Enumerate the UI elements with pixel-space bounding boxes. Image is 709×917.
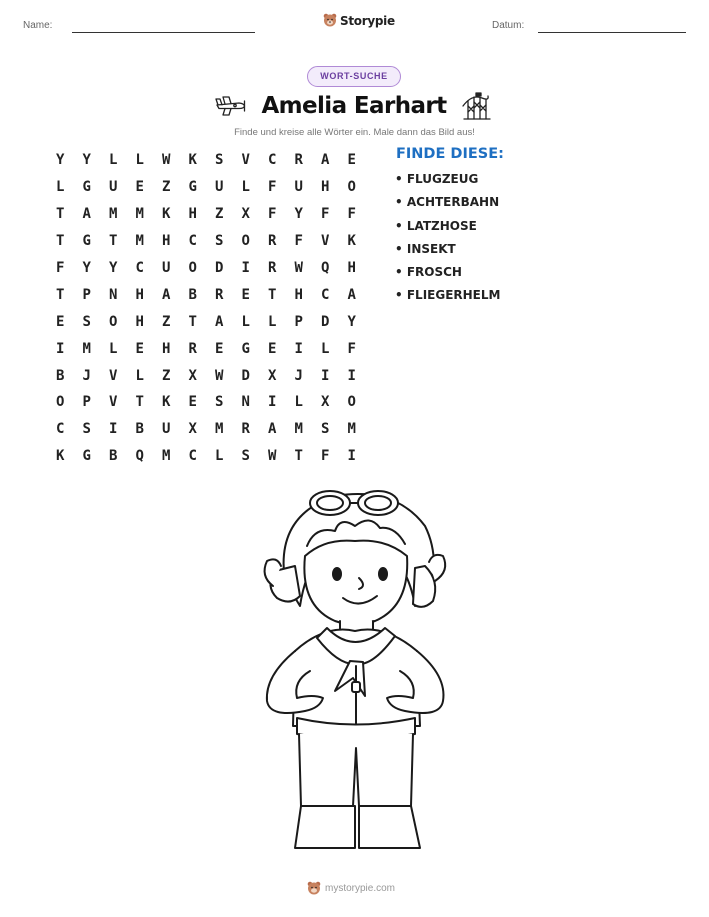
grid-cell: R	[188, 340, 197, 357]
word-search-badge: WORT-SUCHE	[307, 66, 401, 87]
word-item: • FLIEGERHELM	[395, 288, 501, 303]
word-item: • ACHTERBAHN	[395, 195, 500, 210]
grid-cell: R	[268, 260, 277, 276]
grid-cell: W	[215, 367, 224, 384]
grid-cell: E	[135, 340, 144, 357]
grid-cell: O	[56, 394, 65, 411]
grid-cell: C	[268, 152, 277, 169]
grid-cell: S	[215, 233, 224, 250]
grid-cell: L	[215, 448, 224, 465]
grid-cell: O	[347, 394, 356, 411]
grid-cell: E	[268, 340, 277, 357]
grid-cell: K	[56, 448, 65, 465]
grid-cell: H	[188, 206, 197, 223]
grid-cell: I	[241, 260, 250, 276]
grid-cell: M	[109, 206, 118, 223]
grid-cell: E	[56, 313, 65, 330]
brand-logo	[323, 13, 395, 28]
grid-cell: S	[82, 421, 91, 438]
grid-cell: E	[215, 340, 224, 357]
grid-cell: A	[162, 286, 171, 303]
grid-cell: G	[82, 233, 91, 250]
grid-cell: O	[347, 179, 356, 196]
grid-cell: M	[347, 421, 356, 438]
grid-cell: G	[188, 179, 197, 196]
grid-cell: J	[294, 367, 303, 384]
grid-cell: M	[294, 421, 303, 438]
date-line	[538, 32, 686, 33]
grid-cell: I	[268, 394, 277, 411]
grid-cell: Y	[82, 152, 91, 169]
bear-mascot-icon	[323, 13, 337, 28]
grid-cell: T	[135, 394, 144, 411]
grid-cell: P	[294, 313, 303, 330]
grid-cell: L	[109, 152, 118, 169]
grid-cell: L	[135, 367, 144, 384]
grid-cell: F	[56, 260, 65, 276]
grid-cell: C	[56, 421, 65, 438]
word-list	[395, 172, 500, 312]
grid-cell: I	[109, 421, 118, 438]
grid-cell: F	[347, 340, 356, 357]
grid-cell: H	[321, 179, 330, 196]
grid-cell: X	[188, 367, 197, 384]
grid-cell: R	[215, 286, 224, 303]
grid-cell: X	[268, 367, 277, 384]
grid-cell: C	[188, 448, 197, 465]
grid-cell: Y	[56, 152, 65, 169]
grid-cell: T	[56, 286, 65, 303]
grid-cell: T	[56, 233, 65, 250]
grid-cell: D	[321, 313, 330, 330]
grid-cell: D	[215, 260, 224, 276]
grid-cell: O	[188, 260, 197, 276]
grid-cell: B	[109, 448, 118, 465]
word-list-title: FINDE DIESE:	[396, 146, 504, 162]
grid-cell: U	[109, 179, 118, 196]
grid-cell: H	[162, 340, 171, 357]
grid-cell: M	[215, 421, 224, 438]
grid-cell: Z	[162, 367, 171, 384]
grid-cell: A	[321, 152, 330, 169]
aviator-girl-illustration	[255, 486, 455, 854]
grid-cell: H	[347, 260, 356, 276]
grid-cell: M	[162, 448, 171, 465]
grid-cell: K	[347, 233, 356, 250]
grid-cell: P	[82, 286, 91, 303]
grid-cell: N	[109, 286, 118, 303]
grid-cell: Q	[135, 448, 144, 465]
name-line	[72, 32, 255, 33]
word-item: • LATZHOSE	[395, 218, 477, 233]
grid-cell: W	[268, 448, 277, 465]
grid-cell: S	[215, 394, 224, 411]
grid-cell: L	[109, 340, 118, 357]
grid-cell: G	[241, 340, 250, 357]
grid-cell: E	[347, 152, 356, 169]
grid-cell: L	[268, 313, 277, 330]
grid-cell: Y	[294, 206, 303, 223]
grid-cell: H	[135, 286, 144, 303]
grid-cell: L	[56, 179, 65, 196]
grid-cell: J	[82, 367, 91, 384]
grid-cell: K	[162, 394, 171, 411]
roller-coaster-icon	[462, 92, 492, 120]
grid-cell: B	[135, 421, 144, 438]
grid-cell: U	[215, 179, 224, 196]
grid-cell: H	[294, 286, 303, 303]
grid-cell: K	[162, 206, 171, 223]
grid-cell: W	[294, 260, 303, 276]
footer	[307, 881, 395, 896]
date-label: Datum:	[492, 20, 525, 31]
grid-cell: L	[135, 152, 144, 169]
grid-cell: O	[109, 313, 118, 330]
grid-cell: X	[321, 394, 330, 411]
grid-cell: A	[268, 421, 277, 438]
footer-bear-icon	[307, 881, 321, 896]
grid-cell: F	[347, 206, 356, 223]
grid-cell: Z	[162, 313, 171, 330]
grid-cell: W	[162, 152, 171, 169]
grid-cell: I	[56, 340, 65, 357]
grid-cell: Q	[321, 260, 330, 276]
brand-name: Storypie	[340, 13, 395, 28]
grid-cell: F	[321, 448, 330, 465]
grid-cell: Z	[162, 179, 171, 196]
grid-cell: N	[241, 394, 250, 411]
grid-cell: E	[188, 394, 197, 411]
grid-cell: R	[268, 233, 277, 250]
grid-cell: H	[162, 233, 171, 250]
grid-cell: H	[135, 313, 144, 330]
grid-cell: C	[188, 233, 197, 250]
grid-cell: G	[82, 179, 91, 196]
grid-cell: I	[321, 367, 330, 384]
grid-cell: M	[82, 340, 91, 357]
grid-cell: U	[294, 179, 303, 196]
grid-cell: A	[347, 286, 356, 303]
grid-cell: M	[135, 233, 144, 250]
grid-cell: X	[188, 421, 197, 438]
grid-cell: F	[321, 206, 330, 223]
grid-cell: Y	[109, 260, 118, 276]
grid-cell: V	[241, 152, 250, 169]
grid-cell: I	[347, 448, 356, 465]
grid-cell: S	[241, 448, 250, 465]
grid-cell: X	[241, 206, 250, 223]
grid-cell: Z	[215, 206, 224, 223]
grid-cell: Y	[347, 313, 356, 330]
grid-cell: T	[56, 206, 65, 223]
grid-cell: L	[321, 340, 330, 357]
grid-cell: I	[294, 340, 303, 357]
grid-cell: L	[241, 313, 250, 330]
grid-cell: B	[56, 367, 65, 384]
grid-cell: S	[215, 152, 224, 169]
grid-cell: A	[82, 206, 91, 223]
grid-cell: S	[321, 421, 330, 438]
grid-cell: T	[268, 286, 277, 303]
grid-cell: L	[241, 179, 250, 196]
grid-cell: V	[109, 367, 118, 384]
grid-cell: M	[135, 206, 144, 223]
grid-cell: S	[82, 313, 91, 330]
grid-cell: D	[241, 367, 250, 384]
grid-cell: U	[162, 421, 171, 438]
grid-cell: V	[321, 233, 330, 250]
grid-cell: B	[188, 286, 197, 303]
grid-cell: T	[109, 233, 118, 250]
grid-cell: T	[188, 313, 197, 330]
letter-grid	[47, 147, 365, 470]
grid-cell: C	[321, 286, 330, 303]
grid-cell: R	[241, 421, 250, 438]
grid-cell: I	[347, 367, 356, 384]
grid-cell: R	[294, 152, 303, 169]
word-item: • FROSCH	[395, 265, 462, 280]
grid-cell: F	[268, 206, 277, 223]
word-item: • FLUGZEUG	[395, 172, 479, 186]
grid-cell: V	[109, 394, 118, 411]
grid-cell: P	[82, 394, 91, 411]
word-item: • INSEKT	[395, 241, 456, 256]
instructions: Finde und kreise alle Wörter ein. Male dann das Bild aus!	[234, 127, 475, 138]
name-label: Name:	[23, 20, 53, 31]
footer-link[interactable]: mystorypie.com	[325, 883, 396, 894]
grid-cell: A	[215, 313, 224, 330]
grid-cell: K	[188, 152, 197, 169]
page-title: Amelia Earhart	[261, 93, 447, 119]
grid-cell: E	[135, 179, 144, 196]
grid-cell: T	[294, 448, 303, 465]
grid-cell: G	[82, 448, 91, 465]
grid-cell: L	[294, 394, 303, 411]
grid-cell: O	[241, 233, 250, 250]
grid-cell: C	[135, 260, 144, 276]
grid-cell: E	[241, 286, 250, 303]
grid-cell: Y	[82, 260, 91, 276]
airplane-icon	[215, 94, 247, 118]
grid-cell: F	[268, 179, 277, 196]
grid-cell: U	[162, 260, 171, 276]
grid-cell: F	[294, 233, 303, 250]
